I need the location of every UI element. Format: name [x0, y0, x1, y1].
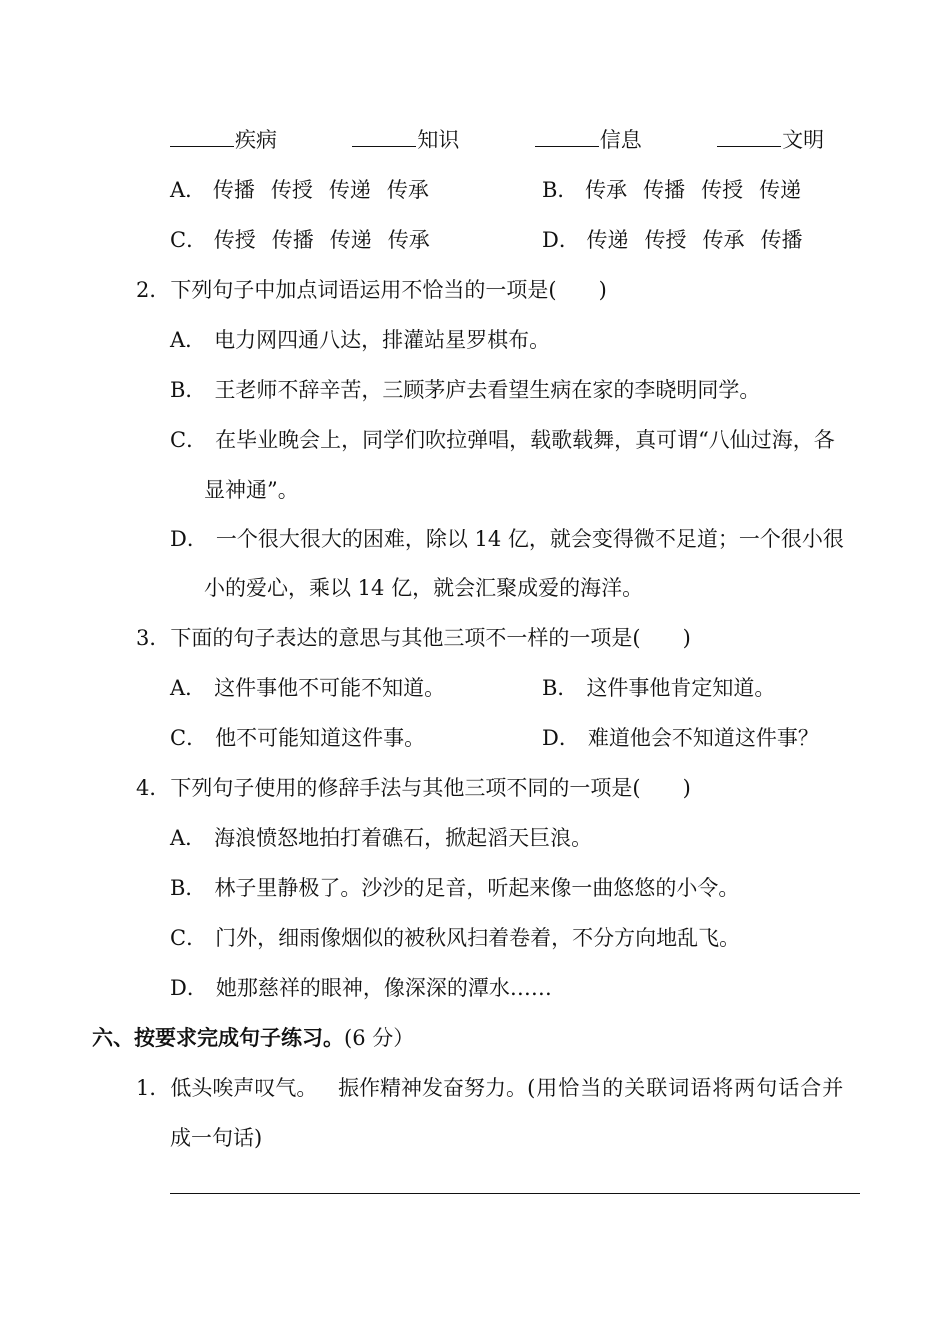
q4-option-b[interactable]: B． 林子里静极了。沙沙的足音，听起来像一曲悠悠的小令。: [170, 876, 740, 900]
question-4-stem: 4．下列句子使用的修辞手法与其他三项不同的一项是( ): [136, 776, 691, 800]
q3-option-c[interactable]: C． 他不可能知道这件事。: [170, 726, 426, 750]
section-6-title: 六、按要求完成句子练习。(6 分）: [92, 1025, 415, 1050]
q2-option-d-continued: 小的爱心，乘以 14 亿，就会汇聚成爱的海洋。: [204, 576, 644, 600]
question-2-stem: 2．下列句子中加点词语运用不恰当的一项是( ): [136, 278, 607, 302]
q4-option-d[interactable]: D． 她那慈祥的眼神，像深深的潭水……: [170, 976, 552, 1000]
q2-option-d[interactable]: D． 一个很大很大的困难，除以 14 亿，就会变得微不足道；一个很小很: [170, 527, 844, 551]
q2-option-c-continued: 显神通”。: [204, 478, 299, 502]
answer-blank[interactable]: [352, 126, 416, 147]
q1-option-b[interactable]: B． 传承 传播 传授 传递: [542, 178, 802, 202]
q2-option-a[interactable]: A． 电力网四通八达，排灌站星罗棋布。: [170, 328, 551, 352]
q3-option-d[interactable]: D． 难道他会不知道这件事？: [542, 726, 819, 750]
fill-item: 知识: [417, 128, 460, 152]
fill-item: 信息: [599, 128, 642, 152]
q3-option-b[interactable]: B． 这件事他肯定知道。: [542, 676, 776, 700]
section-6-question-1: 1．低头唉声叹气。 振作精神发奋努力。(用恰当的关联词语将两句话合并: [136, 1076, 845, 1100]
answer-writing-line[interactable]: [170, 1193, 860, 1194]
q1-option-d[interactable]: D． 传递 传授 传承 传播: [542, 228, 803, 252]
q2-option-b[interactable]: B． 王老师不辞辛苦，三顾茅庐去看望生病在家的李晓明同学。: [170, 378, 761, 402]
q3-option-a[interactable]: A． 这件事他不可能不知道。: [170, 676, 446, 700]
fill-item: 文明: [782, 128, 825, 152]
q4-option-c[interactable]: C． 门外，细雨像烟似的被秋风扫着卷着，不分方向地乱飞。: [170, 926, 741, 950]
q4-option-a[interactable]: A． 海浪愤怒地拍打着礁石，掀起滔天巨浪。: [170, 826, 593, 850]
fill-item: 疾病: [235, 128, 277, 152]
q1-option-a[interactable]: A． 传播 传授 传递 传承: [170, 178, 429, 202]
answer-blank[interactable]: [535, 126, 599, 147]
question-3-stem: 3．下面的句子表达的意思与其他三项不一样的一项是( ): [136, 626, 691, 650]
answer-blank[interactable]: [717, 126, 781, 147]
section-score: (6 分）: [344, 1026, 415, 1050]
q1-option-c[interactable]: C． 传授 传播 传递 传承: [170, 228, 430, 252]
section-6-question-1-continued: 成一句话): [170, 1126, 263, 1150]
q2-option-c[interactable]: C． 在毕业晚会上，同学们吹拉弹唱，载歌载舞，真可谓“八仙过海，各: [170, 428, 835, 452]
answer-blank[interactable]: [170, 126, 234, 147]
fill-row: [170, 126, 824, 154]
